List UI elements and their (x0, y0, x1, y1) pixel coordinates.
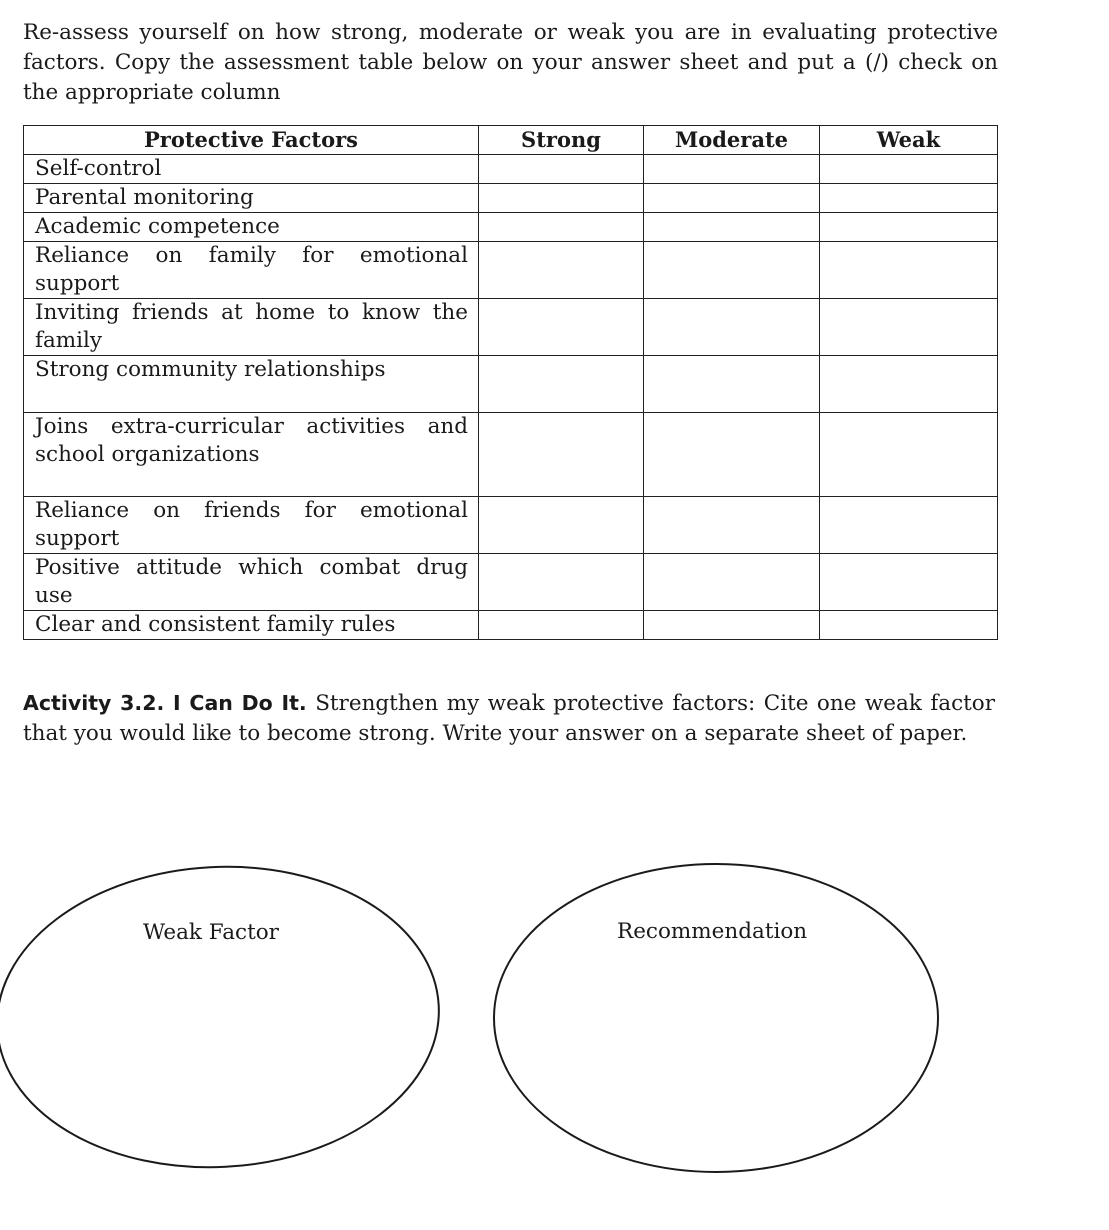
weak-cell (820, 356, 998, 413)
table-row (24, 554, 998, 611)
strong-cell (479, 611, 644, 640)
header-weak: Weak (820, 126, 998, 155)
activity-heading: Activity 3.2. I Can Do It. (23, 691, 307, 715)
weak-cell (820, 184, 998, 213)
weak-cell (820, 155, 998, 184)
moderate-cell (644, 299, 820, 356)
table-row (24, 611, 998, 640)
moderate-cell (644, 611, 820, 640)
strong-cell (479, 155, 644, 184)
weak-factor-oval (0, 856, 447, 1179)
factor-cell: Joins extra-curricular activities and school organizations (24, 413, 479, 497)
factor-cell: Academic competence (24, 213, 479, 242)
strong-cell (479, 413, 644, 497)
table-row (24, 299, 998, 356)
table-row (24, 497, 998, 554)
weak-cell (820, 611, 998, 640)
strong-cell (479, 497, 644, 554)
moderate-cell (644, 413, 820, 497)
weak-factor-label: Weak Factor (143, 920, 279, 945)
oval-shapes (0, 850, 1109, 1190)
weak-cell (820, 413, 998, 497)
strong-cell (479, 299, 644, 356)
table-header-row (24, 126, 998, 155)
header-strong: Strong (479, 126, 644, 155)
factor-cell: Positive attitude which combat drug use (24, 554, 479, 611)
table-row (24, 155, 998, 184)
header-moderate: Moderate (644, 126, 820, 155)
strong-cell (479, 213, 644, 242)
weak-cell (820, 554, 998, 611)
table-row (24, 213, 998, 242)
instructions-text: Re-assess yourself on how strong, moderate or weak you are in evaluating protective factors. Copy the assessment table below on your answer sheet and put a (/) check on the appropriate column (23, 20, 998, 105)
oval-diagram (0, 850, 1109, 1190)
moderate-cell (644, 356, 820, 413)
factor-cell: Parental monitoring (24, 184, 479, 213)
factor-cell: Reliance on friends for emotional support (24, 497, 479, 554)
table-row (24, 242, 998, 299)
recommendation-label: Recommendation (617, 919, 808, 944)
moderate-cell (644, 155, 820, 184)
table-row (24, 356, 998, 413)
factor-cell: Strong community relationships (24, 356, 479, 413)
strong-cell (479, 184, 644, 213)
strong-cell (479, 356, 644, 413)
moderate-cell (644, 184, 820, 213)
factor-cell: Clear and consistent family rules (24, 611, 479, 640)
activity-paragraph (23, 688, 995, 749)
moderate-cell (644, 213, 820, 242)
weak-cell (820, 497, 998, 554)
moderate-cell (644, 242, 820, 299)
factor-cell: Reliance on family for emotional support (24, 242, 479, 299)
strong-cell (479, 554, 644, 611)
weak-cell (820, 213, 998, 242)
factor-cell: Self-control (24, 155, 479, 184)
table-row (24, 413, 998, 497)
recommendation-oval (494, 864, 938, 1172)
assessment-table (23, 125, 998, 640)
table-row (24, 184, 998, 213)
activity-text: Strengthen my weak protective factors: Cite one weak factor that you would like to become strong. Write your answer on a separate sheet of paper. (23, 691, 995, 746)
factor-cell: Inviting friends at home to know the family (24, 299, 479, 356)
header-protective-factors: Protective Factors (24, 126, 479, 155)
strong-cell (479, 242, 644, 299)
moderate-cell (644, 554, 820, 611)
moderate-cell (644, 497, 820, 554)
weak-cell (820, 242, 998, 299)
weak-cell (820, 299, 998, 356)
